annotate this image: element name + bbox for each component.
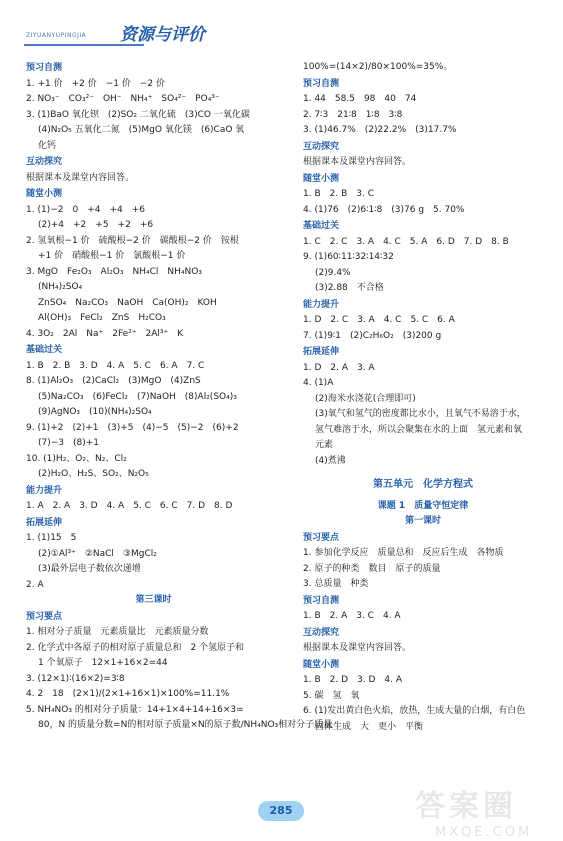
answer-line: 9. (1)60∶11∶32∶14∶32	[303, 252, 394, 262]
section-heading: 基础过关	[26, 345, 63, 355]
answer-line: 3. 总质量 种类	[303, 579, 369, 589]
answer-line: 7. (1)9∶1 (2)C₂H₆O₂ (3)200 g	[303, 330, 442, 341]
answer-line: 2. 原子的种类 数目 原子的质量	[303, 563, 441, 574]
answer-line: 2. 化学式中各原子的相对原子质量总和 2 个氢原子和	[26, 642, 245, 653]
section-heading: 拓展延伸	[26, 517, 63, 528]
section-heading: 互动探究	[303, 141, 340, 152]
answer-line: 1. (1)15 5	[26, 533, 77, 543]
answer-line: 3. MgO Fe₂O₃ Al₂O₃ NH₄Cl NH₄NO₃	[26, 266, 202, 277]
section-heading: 预习要点	[26, 611, 63, 622]
answer-line: 2. NO₃⁻ CO₃²⁻ OH⁻ NH₄⁺ SO₄²⁻ PO₄³⁻	[26, 94, 220, 104]
answer-line: 2. 7∶3 21∶8 1∶8 3∶8	[303, 109, 403, 120]
answer-line: 5. 碳 氢 氧	[303, 690, 360, 701]
answer-line: (3)氧气和氢气的密度都比水小，且氧气不易溶于水，	[315, 409, 526, 419]
answer-line: 1. 参加化学反应 质量总和 反应后生成 各物质	[303, 548, 504, 558]
answer-line: (2)H₂O、H₂S、SO₂、N₂O₅	[38, 469, 149, 479]
watermark	[415, 781, 555, 840]
answer-line: 1. C 2. C 3. A 4. C 5. A 6. D 7. D 8. B	[303, 236, 509, 247]
answer-line: 1. B 2. A 3. C 4. A	[303, 611, 401, 621]
answer-line: 根据课本及课堂内容回答。	[303, 157, 412, 167]
watermark-text: 答案圈	[415, 789, 517, 824]
page-number: 285	[258, 801, 304, 821]
answer-line: 4. 2 18 (2×1)/(2×1+16×1)×100%=11.1%	[26, 689, 230, 699]
section-heading: 能力提升	[26, 485, 63, 496]
section-heading: 拓展延伸	[303, 347, 340, 357]
section-heading: 预习自测	[303, 78, 340, 89]
answer-line: 2. A	[26, 579, 44, 590]
section-heading: 随堂小测	[303, 173, 340, 184]
section-heading: 随堂小测	[26, 189, 63, 199]
answer-line: 氢气难溶于水，所以会聚集在水的上面 氢元素和氧	[315, 424, 523, 435]
answer-line: 1. B 2. B 3. D 4. A 5. C 6. A 7. C	[26, 360, 205, 371]
answer-line: (9)AgNO₃ (10)(NH₄)₂SO₄	[38, 407, 152, 417]
answer-line: 10. (1)H₂、O₂、N₂、Cl₂	[26, 453, 127, 464]
answer-line: (4)煮沸	[315, 455, 346, 466]
answer-line: (2)+4 +2 +5 +2 +6	[38, 220, 154, 230]
watermark-url: MXQE.COM	[435, 825, 533, 840]
answer-line: 1. B 2. D 3. D 4. A	[303, 675, 402, 685]
answer-line: 8. (1)Al₂O₃ (2)CaCl₂ (3)MgO (4)ZnS	[26, 376, 201, 386]
section-heading: 互动探究	[303, 627, 340, 638]
unit-title: 第五单元 化学方程式	[373, 479, 473, 490]
answer-line: 9. (1)+2 (2)+1 (3)+5 (4)−5 (5)−2 (6)+2	[26, 422, 239, 433]
section-heading: 互动探究	[26, 157, 63, 167]
answer-line: 根据课本及课堂内容回答。	[26, 172, 135, 183]
answer-line: 4. (1)A	[303, 378, 334, 388]
lesson-title: 课题 1 质量守恒定律	[377, 500, 469, 511]
header-logo	[20, 16, 220, 46]
answer-line: Al(OH)₃ FeCl₂ ZnS H₂CO₃	[38, 313, 166, 323]
answer-line: 4. (1)76 (2)6∶1∶8 (3)76 g 5. 70%	[303, 204, 465, 215]
answer-line: 1. A 2. A 3. D 4. A 5. C 6. C 7. D 8. D	[26, 501, 233, 511]
answer-line: 3. (12×1)∶(16×2)=3∶8	[26, 673, 125, 684]
answer-line: (NH₄)₂SO₄	[38, 282, 83, 292]
answer-line: (2)海米水浇花(合理即可)	[315, 393, 416, 404]
answer-line: ZnSO₄ Na₂CO₃ NaOH Ca(OH)₂ KOH	[38, 297, 217, 308]
answer-line: 1. +1 价 +2 价 −1 价 −2 价	[26, 78, 165, 89]
lesson-title: 第一课时	[404, 516, 441, 526]
answer-line: 元素	[315, 440, 334, 450]
answer-line: 根据课本及课堂内容回答。	[303, 643, 412, 653]
answer-line: 1. (1)−2 0 +4 +4 +6	[26, 204, 145, 215]
answer-line: 3. (1)BaO 氧化钡 (2)SO₂ 二氧化硫 (3)CO 一氧化碳	[26, 109, 250, 120]
section-heading: 基础过关	[303, 221, 340, 231]
answer-line: (3)最外层电子数依次递增	[38, 564, 141, 574]
header-title: 资源与评价	[120, 25, 205, 45]
section-heading: 预习要点	[303, 532, 340, 543]
answer-line: 100%=(14×2)/80×100%=35%。	[303, 62, 453, 72]
header-pinyin: ZIYUANYUPINGJIA	[26, 32, 87, 39]
answer-line: 5. NH₄NO₃ 的相对分子质量：14+1×4+14+16×3=	[26, 704, 244, 715]
answer-line: (3)2.88 不合格	[315, 283, 384, 293]
lesson-title: 第三课时	[135, 595, 172, 605]
answer-line: +1 价 硝酸根−1 价 氯酸根−1 价	[38, 251, 186, 261]
answer-line: (2)9.4%	[315, 267, 351, 278]
answer-line: 1. B 2. B 3. C	[303, 189, 374, 199]
answer-line: (4)N₂O₅ 五氧化二氮 (5)MgO 氧化镁 (6)CaO 氧	[38, 125, 245, 135]
section-heading: 预习自测	[26, 63, 63, 73]
answer-line: (7)−3 (8)+1	[38, 438, 100, 448]
section-heading: 预习自测	[303, 595, 340, 606]
answer-line: 1. D 2. A 3. A	[303, 362, 375, 373]
answer-line: (2)①Al³⁺ ②NaCl ③MgCl₂	[38, 548, 157, 559]
answer-line: 1. D 2. C 3. A 4. C 5. C 6. A	[303, 315, 455, 325]
answer-line: (5)Na₂CO₃ (6)FeCl₂ (7)NaOH (8)Al₂(SO₄)₃	[38, 391, 237, 402]
answer-line: 1. 相对分子质量 元素质量比 元素质量分数	[26, 627, 209, 637]
answer-line: 3. (1)46.7% (2)22.2% (3)17.7%	[303, 125, 457, 135]
answer-line: 1 个氧原子 12×1+16×2=44	[38, 658, 168, 668]
answer-line: 6. (1)发出黄白色火焰，放热，生成大量的白烟，有白色	[303, 706, 526, 716]
answer-line: 1. 44 58.5 98 40 74	[303, 94, 417, 104]
answer-line: 2. 氢氧根−1 价 硫酸根−2 价 碳酸根−2 价 铵根	[26, 235, 239, 246]
section-heading: 能力提升	[303, 299, 340, 310]
answer-line: 80，N 的质量分数=N的相对原子质量×N的原子数/NH₄NO₃相对分子质量	[38, 720, 333, 730]
answer-line: 固体生成 大 更小 平衡	[315, 721, 424, 732]
section-heading: 随堂小测	[303, 659, 340, 670]
answer-line: 化钙	[38, 140, 57, 151]
answer-line: 4. 3O₂ 2Al Na⁺ 2Fe²⁺ 2Al³⁺ K	[26, 328, 184, 339]
right-column	[303, 60, 543, 735]
